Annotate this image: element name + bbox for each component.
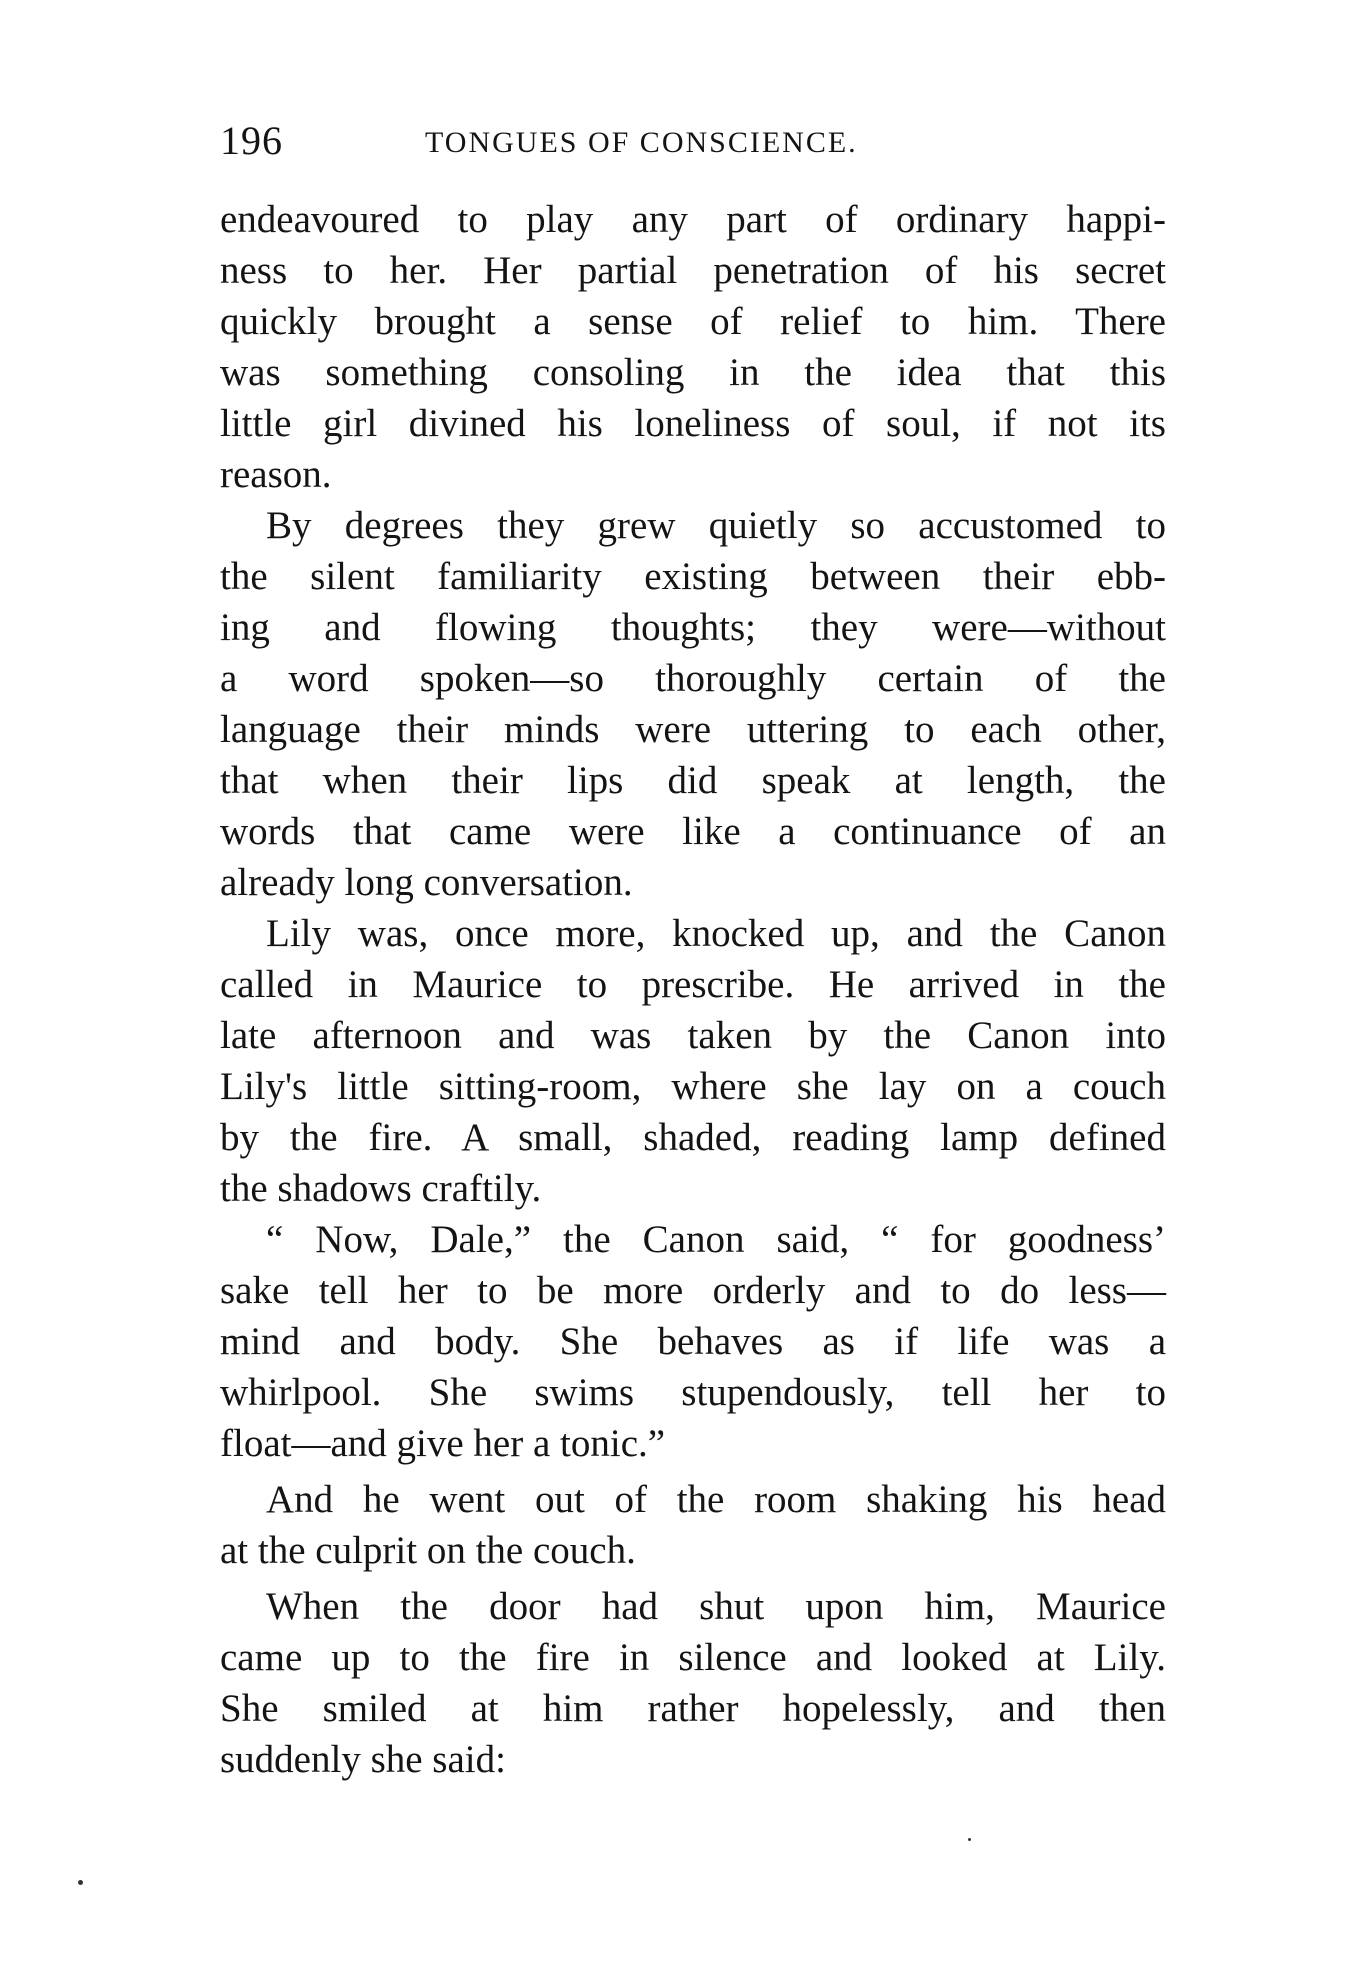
text-line: whirlpool. She swims stupendously, tell her to (220, 1371, 1166, 1414)
text-line: that when their lips did speak at length, the (220, 759, 1166, 802)
text-line: Lily was, once more, knocked up, and the Canon (266, 912, 1166, 955)
running-title: TONGUES OF CONSCIENCE. (425, 126, 858, 159)
text-line: words that came were like a continuance of an (220, 810, 1166, 853)
text-line: a word spoken—so thoroughly certain of the (220, 657, 1166, 700)
text-line: the silent familiarity existing between their ebb- (220, 555, 1166, 598)
paragraph (220, 908, 1166, 1214)
text-line: quickly brought a sense of relief to him. There (220, 300, 1166, 343)
text-line: mind and body. She behaves as if life was a (220, 1320, 1166, 1363)
paragraph (220, 1214, 1166, 1469)
body-text (220, 194, 1166, 1785)
paragraph (220, 500, 1166, 908)
scan-speck (968, 1838, 971, 1841)
scan-speck (78, 1880, 83, 1885)
text-line: language their minds were uttering to each other, (220, 708, 1166, 751)
text-line: at the culprit on the couch. (220, 1529, 636, 1572)
text-line: ness to her. Her partial penetration of his secret (220, 249, 1166, 292)
text-line: ing and flowing thoughts; they were—without (220, 606, 1166, 649)
text-line: endeavoured to play any part of ordinary happi- (220, 198, 1166, 241)
text-line: suddenly she said: (220, 1738, 506, 1781)
text-line: When the door had shut upon him, Maurice (266, 1585, 1166, 1628)
paragraph (220, 1474, 1166, 1576)
text-line: sake tell her to be more orderly and to do less— (220, 1269, 1166, 1312)
text-line: reason. (220, 453, 332, 496)
text-line: by the fire. A small, shaded, reading lamp defined (220, 1116, 1166, 1159)
paragraph (220, 1581, 1166, 1785)
text-line: the shadows craftily. (220, 1167, 542, 1210)
text-line: was something consoling in the idea that this (220, 351, 1166, 394)
text-line: little girl divined his loneliness of soul, if not its (220, 402, 1166, 445)
paragraph (220, 194, 1166, 500)
text-line: Lily's little sitting-room, where she lay on a couch (220, 1065, 1166, 1108)
text-line: And he went out of the room shaking his head (266, 1478, 1166, 1521)
running-head (220, 116, 1170, 166)
page-number: 196 (220, 118, 283, 163)
text-line: She smiled at him rather hopelessly, and then (220, 1687, 1166, 1730)
text-line: By degrees they grew quietly so accustomed to (266, 504, 1166, 547)
text-line: “ Now, Dale,” the Canon said, “ for goodness’ (266, 1218, 1166, 1261)
text-line: called in Maurice to prescribe. He arrived in the (220, 963, 1166, 1006)
text-line: came up to the fire in silence and looked at Lily. (220, 1636, 1166, 1679)
text-line: late afternoon and was taken by the Canon into (220, 1014, 1166, 1057)
text-line: already long conversation. (220, 861, 633, 904)
text-line: float—and give her a tonic.” (220, 1422, 666, 1465)
